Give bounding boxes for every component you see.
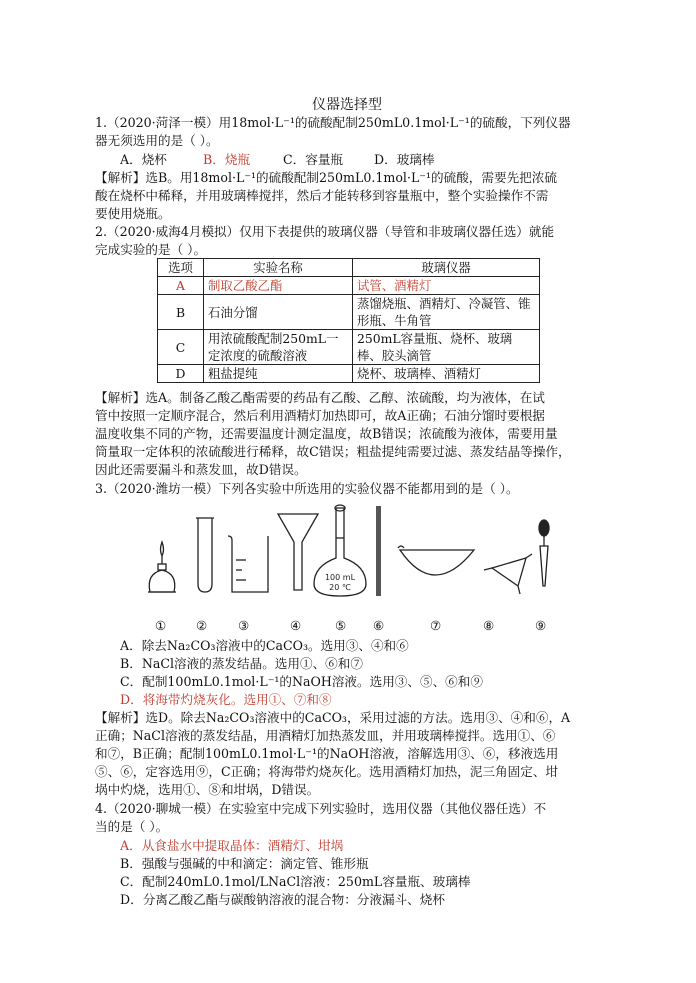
- table-header-cell: 实验名称: [204, 259, 353, 277]
- q2-stem-line1: 2.（2020·威海4月模拟）仅用下表提供的玻璃仪器（导管和非玻璃仪器任选）就能: [95, 224, 555, 239]
- q2-explanation-line1: 【解析】选A。制备乙酸乙酯需要的药品有乙酸、乙醇、浓硫酸，均为液体，在试: [95, 390, 545, 405]
- q3-explanation-line3: 和⑦，B正确；配制100mL0.1mol·L⁻¹的NaOH溶液，溶解选用③、⑥，移液选用: [95, 746, 559, 761]
- q1-stem-line2: 器无须选用的是（ ）。: [95, 133, 219, 148]
- table-row: [158, 277, 540, 295]
- q4-stem-line2: 当的是（ ）。: [95, 819, 169, 834]
- table-cell: C: [158, 330, 204, 365]
- q4-option-a: A．从食盐水中提取晶体：酒精灯、坩埚: [120, 838, 344, 853]
- q1-option-b: B．烧瓶: [203, 152, 251, 167]
- q1-explanation-line3: 要使用烧瓶。: [95, 206, 171, 221]
- table-header-cell: 选项: [158, 259, 204, 277]
- q1-stem-line1: 1.（2020·菏泽一模）用18mol·L⁻¹的硫酸配制250mL0.1mol·L⁻¹的硫酸，下列仪器: [95, 115, 571, 130]
- figure-number: ①: [155, 618, 167, 633]
- q1-option-c: C．容量瓶: [283, 152, 344, 167]
- q1-option-d: D．玻璃棒: [374, 152, 435, 167]
- q3-option-d: D．将海带灼烧灰化。选用①、⑦和⑧: [120, 692, 332, 707]
- q3-option-b: B．NaCl溶液的蒸发结晶。选用①、⑥和⑦: [120, 656, 363, 671]
- table-header-row: [158, 259, 540, 277]
- q2-options-table: [157, 258, 540, 383]
- q3-explanation-line4: ⑤、⑥，定容选用⑨，C正确；将海带灼烧灰化。选用酒精灯加热，泥三角固定、坩: [95, 764, 559, 779]
- table-row: [158, 330, 540, 365]
- q3-option-c: C．配制100mL0.1mol·L⁻¹的NaOH溶液。选用③、⑤、⑥和⑨: [120, 674, 483, 689]
- funnel-icon: [278, 514, 318, 590]
- alcohol-lamp-icon: [148, 542, 176, 592]
- q1-explanation-line1: 【解析】选B。用18mol·L⁻¹的硫酸配制250mL0.1mol·L⁻¹的硫酸，需要先把浓硫: [95, 170, 557, 185]
- table-cell: 烧杯、玻璃棒、酒精灯: [353, 365, 540, 383]
- figure-number: ③: [238, 618, 250, 633]
- figure-number: ⑨: [535, 618, 547, 633]
- page-title: 仪器选择型: [312, 97, 382, 113]
- table-cell: B: [158, 295, 204, 330]
- lab-apparatus-figure: [140, 500, 560, 610]
- q2-explanation-line3: 温度收集不同的产物，还需要温度计测定温度，故B错误；浓硫酸为液体，需要用量: [95, 426, 558, 441]
- q2-explanation-line2: 管中按照一定顺序混合，然后利用酒精灯加热即可，故A正确；石油分馏时要根据: [95, 408, 545, 423]
- table-row: [158, 295, 540, 330]
- dropper-icon: [539, 520, 549, 586]
- table-cell: 用浓硫酸配制250mL一定浓度的硫酸溶液: [204, 330, 353, 365]
- q3-stem: 3.（2020·潍坊一模）下列各实验中所选用的实验仪器不能都用到的是（ ）。: [95, 481, 519, 496]
- table-cell: 制取乙酸乙酯: [204, 277, 353, 295]
- q3-option-a: A．除去Na₂CO₃溶液中的CaCO₃。选用③、④和⑥: [120, 638, 409, 653]
- figure-number: ⑤: [335, 618, 347, 633]
- q3-explanation-line2: 正确；NaCl溶液的蒸发结晶，用酒精灯加热蒸发皿，并用玻璃棒搅拌。选用①、⑥: [95, 728, 556, 743]
- figure-number: ④: [290, 618, 302, 633]
- q4-option-c: C．配制240mL0.1mol/LNaCl溶液：250mL容量瓶、玻璃棒: [120, 874, 471, 889]
- table-cell: 石油分馏: [204, 295, 353, 330]
- clay-triangle-icon: [484, 554, 532, 594]
- q4-option-d: D．分离乙酸乙酯与碳酸钠溶液的混合物：分液漏斗、烧杯: [120, 892, 445, 907]
- q3-explanation-line1: 【解析】选D。除去Na₂CO₃溶液中的CaCO₃，采用过滤的方法。选用③、④和⑥，A: [95, 710, 571, 725]
- figure-number: ⑦: [430, 618, 442, 633]
- q1-explanation-line2: 酸在烧杯中稀释，并用玻璃棒搅拌，然后才能转移到容量瓶中，整个实验操作不需: [95, 188, 549, 203]
- figure-number: ⑥: [373, 618, 385, 633]
- q2-explanation-line5: 因此还需要漏斗和蒸发皿，故D错误。: [95, 462, 307, 477]
- flask-volume-label: 100 mL: [324, 573, 356, 582]
- table-cell: 250mL容量瓶、烧杯、玻璃棒、胶头滴管: [353, 330, 540, 365]
- table-cell: 试管、酒精灯: [353, 277, 540, 295]
- flask-temperature-label: 20 ℃: [329, 583, 351, 592]
- q4-option-b: B．强酸与强碱的中和滴定：滴定管、锥形瓶: [120, 856, 369, 871]
- table-cell: A: [158, 277, 204, 295]
- glass-rod-icon: [376, 506, 381, 596]
- table-cell: D: [158, 365, 204, 383]
- test-tube-icon: [196, 518, 214, 592]
- q3-explanation-line5: 埚中灼烧，选用①、⑧和坩埚，D错误。: [95, 782, 320, 797]
- table-cell: 粗盐提纯: [204, 365, 353, 383]
- evaporating-dish-icon: [398, 546, 474, 575]
- table-cell: 蒸馏烧瓶、酒精灯、冷凝管、锥形瓶、牛角管: [353, 295, 540, 330]
- q2-explanation-line4: 筒量取一定体积的浓硫酸进行稀释，故C错误；粗盐提纯需要过滤、蒸发结晶等操作，: [95, 444, 571, 459]
- beaker-icon: [228, 536, 268, 592]
- q4-stem-line1: 4.（2020·聊城一模）在实验室中完成下列实验时，选用仪器（其他仪器任选）不: [95, 801, 547, 816]
- table-header-cell: 玻璃仪器: [353, 259, 540, 277]
- figure-number: ⑧: [483, 618, 495, 633]
- q1-option-a: A．烧杯: [120, 152, 167, 167]
- figure-number: ②: [196, 618, 208, 633]
- q2-stem-line2: 完成实验的是（ ）。: [95, 242, 207, 257]
- table-row: [158, 365, 540, 383]
